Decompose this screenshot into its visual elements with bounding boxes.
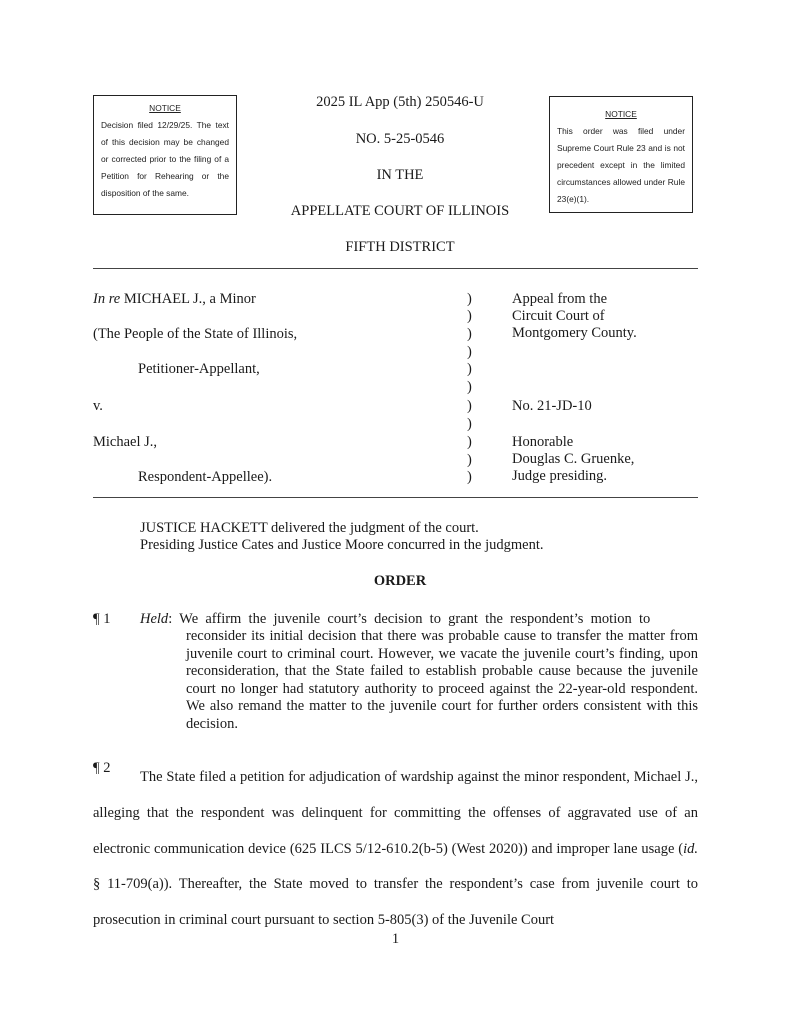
bottom-divider [93, 497, 698, 498]
caption-respondent-name: Michael J., [93, 434, 158, 450]
paragraph-2-text-b: § 11-709(a)). Thereafter, the State moved to transfer the respondent’s case from juvenile court to prosecution in criminal court pursuant to section 5-805(3) of the Juvenile Court [93, 876, 698, 929]
appeal-info [512, 291, 637, 342]
notice-title: NOTICE [149, 103, 181, 113]
in-re-text: MICHAEL J., a Minor [120, 291, 256, 307]
caption-paren: ) [467, 434, 472, 450]
caption-paren: ) [467, 452, 472, 468]
in-re-italic: In re [93, 291, 121, 307]
caption-paren: ) [467, 398, 472, 414]
appeal-line-3: Montgomery County. [512, 325, 637, 341]
caption-people: (The People of the State of Illinois, [93, 326, 298, 342]
judge-line-3: Judge presiding. [512, 468, 608, 484]
held-first-line [140, 611, 698, 629]
district-name: FIFTH DISTRICT [345, 239, 455, 255]
caption-respondent: Respondent-Appellee). [138, 469, 273, 485]
caption-paren: ) [467, 361, 472, 377]
judge-info [512, 434, 634, 485]
caption-paren: ) [467, 416, 472, 432]
appeal-line-1: Appeal from the [512, 291, 608, 307]
appeal-line-2: Circuit Court of [512, 308, 605, 324]
paragraph-2-text [93, 760, 698, 939]
notice-title: NOTICE [605, 109, 637, 119]
held-text-first: : We affirm the juvenile court’s decision to grant the respondent’s motion to [168, 611, 651, 627]
held-text-rest: reconsider its initial decision that there was probable cause to transfer the matter from juvenile court to criminal court. However, we vacate the juvenile court’s finding, upon reconsideration, that the State failed to establish probable cause because the juvenile court no longer had statutory authority to proceed against the 22-year-old respondent. We also remand the matter to the juvenile court for further orders consistent with this decision. [186, 628, 698, 732]
concurring-justices: Presiding Justice Cates and Justice Moore concurred in the judgment. [140, 537, 544, 553]
caption-paren: ) [467, 469, 472, 485]
caption-paren: ) [467, 344, 472, 360]
top-divider [93, 268, 698, 269]
case-citation: 2025 IL App (5th) 250546-U [316, 94, 484, 110]
trial-case-number: No. 21-JD-10 [512, 398, 592, 414]
caption-petitioner: Petitioner-Appellant, [138, 361, 260, 377]
caption-versus: v. [93, 398, 103, 414]
id-citation: id. [683, 840, 698, 857]
caption-paren: ) [467, 326, 472, 342]
in-the-label: IN THE [376, 167, 424, 183]
held-label: Held [140, 611, 169, 627]
judge-line-2: Douglas C. Gruenke, [512, 451, 635, 467]
caption-paren: ) [467, 291, 472, 307]
paragraph-number: ¶ 2 [93, 760, 111, 776]
caption-paren: ) [467, 379, 472, 395]
caption-paren: ) [467, 308, 472, 324]
notice-text: Decision filed 12/29/25. The text of this decision may be changed or corrected prior to the filing of a Petition for Rehearing or the disposition of the same. [101, 120, 229, 198]
paragraph-number: ¶ 1 [93, 611, 111, 627]
page-number: 1 [391, 931, 400, 947]
notice-box-left [93, 95, 237, 215]
notice-box-right [549, 96, 693, 213]
delivering-justice: JUSTICE HACKETT delivered the judgment of the court. [140, 520, 479, 536]
judge-line-1: Honorable [512, 434, 574, 450]
court-name: APPELLATE COURT OF ILLINOIS [290, 203, 510, 219]
docket-number: NO. 5-25-0546 [355, 131, 445, 147]
order-heading: ORDER [373, 573, 427, 589]
caption-in-re [93, 291, 256, 308]
paragraph-2-text-a: The State filed a petition for adjudication of wardship against the minor respondent, Michael J., alleging that the respondent was delinquent for committing the offenses of aggravated use of an electronic communication device (625 ILCS 5/12-610.2(b-5) (West 2020)) and improper lane usage ( [93, 769, 698, 857]
notice-text: This order was filed under Supreme Court Rule 23 and is not precedent except in the limited circumstances allowed under Rule 23(e)(1). [557, 126, 685, 204]
